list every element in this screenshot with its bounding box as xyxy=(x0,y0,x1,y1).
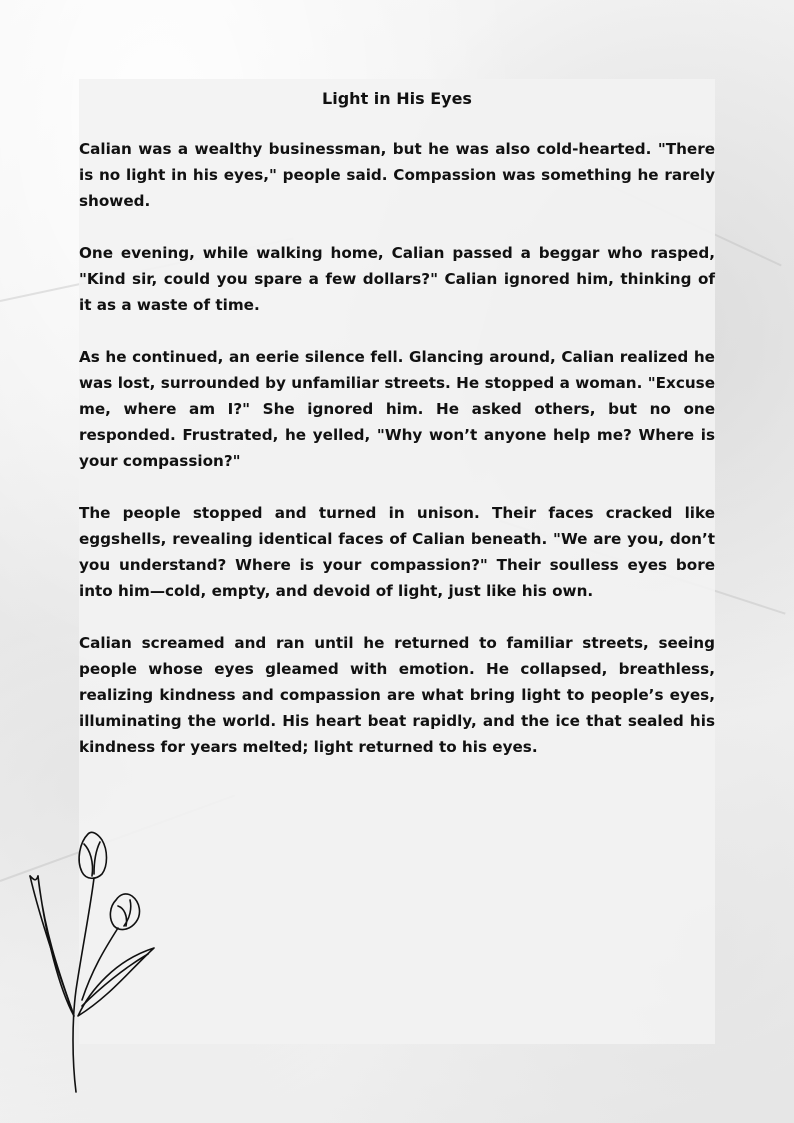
paragraph: Calian screamed and ran until he returned to familiar streets, seeing people whose eyes gleamed with emotion. He collapsed, breathless, realizing kindness and compassion are what bring light to people’s eyes, illuminating the world. His heart beat rapidly, and the ice that sealed his kindness for years melted; light returned to his eyes. xyxy=(79,634,715,756)
paragraph: Calian was a wealthy businessman, but he was also cold-hearted. "There is no light in his eyes," people said. Compassion was something he rarely showed. xyxy=(79,140,715,210)
tulip-line-drawing-icon xyxy=(20,820,160,1105)
story-body xyxy=(79,136,715,786)
paragraph: The people stopped and turned in unison. Their faces cracked like eggshells, revealing identical faces of Calian beneath. "We are you, don’t you understand? Where is your compassion?" Their soulless eyes bore into him—cold, empty, and devoid of light, just like his own. xyxy=(79,504,715,600)
paragraph: As he continued, an eerie silence fell. Glancing around, Calian realized he was lost, surrounded by unfamiliar streets. He stopped a woman. "Excuse me, where am I?" She ignored him. He asked others, but no one responded. Frustrated, he yelled, "Why won’t anyone help me? Where is your compassion?" xyxy=(79,348,715,470)
story-title: Light in His Eyes xyxy=(322,89,472,108)
paragraph: One evening, while walking home, Calian passed a beggar who rasped, "Kind sir, could you spare a few dollars?" Calian ignored him, thinking of it as a waste of time. xyxy=(79,244,715,314)
